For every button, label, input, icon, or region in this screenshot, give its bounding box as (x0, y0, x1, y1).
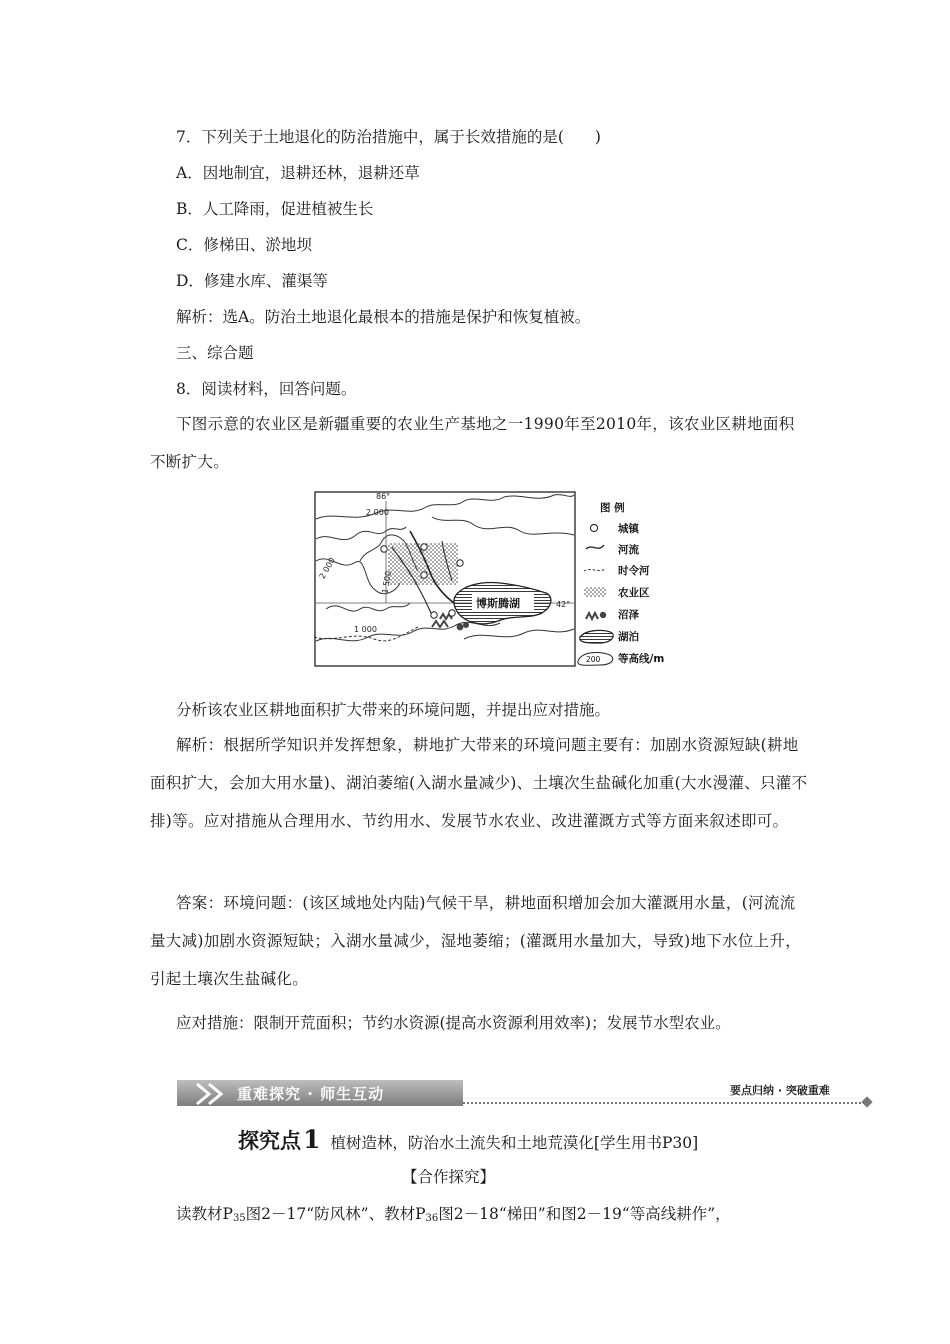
q8-analysis: 解析：根据所学知识并发挥想象，耕地扩大带来的环境问题主要有：加剧水资源短缺(耕地面积扩大，会加大用水量)、湖泊萎缩(入湖水量减少)、土壤次生盐碱化加重(大水漫灌、只灌不排)等。应对措施从合理用水、节约用水、发展节水农业、改进灌溉方式等方面来叙述即可。 (150, 736, 808, 830)
legend-contour-sample: 200 (586, 655, 601, 664)
q8-answer: 答案：环境问题：(该区域地处内陆)气候干旱，耕地面积增加会加大灌溉用水量，(河流流量大减)加剧水资源短缺；入湖水量减少，湿地萎缩；(灌溉用水量加大，导致)地下水位上升，引起土壤次生盐碱化。 (150, 894, 802, 988)
section-3-heading: 三、综合题 (176, 344, 254, 362)
town-circle-icon (457, 560, 463, 566)
contour-label: 1 000 (354, 625, 377, 634)
explore-point-heading (238, 1125, 698, 1155)
inquiry-reading-line: 读教材$P_{35}$图2－17“防风林”、教材$P_{36}$图2－18“梯田”和图2－19“等高线耕作”， (176, 1205, 731, 1224)
legend-label-river: 河流 (618, 544, 639, 556)
legend-label-seasonal-river: 时令河 (618, 565, 650, 577)
explore-title: 植树造林，防治水土流失和土地荒漠化[学生用书P30] (330, 1134, 699, 1152)
q8-material: 下图示意的农业区是新疆重要的农业生产基地之一1990年至2010年，该农业区耕地面积不断扩大。 (150, 415, 795, 471)
q7-option-a: A．因地制宜，退耕还林，退耕还草 (176, 164, 420, 182)
q7-analysis: 解析：选A。防治土地退化最根本的措施是保护和恢复植被。 (176, 308, 591, 326)
legend-title: 图 例 (600, 502, 625, 514)
q8-stem: 8．阅读材料，回答问题。 (176, 380, 357, 398)
banner-dotted-line (463, 1102, 869, 1104)
section-banner (177, 1078, 877, 1110)
contour-label: 1 500 (380, 570, 394, 595)
agricultural-region-map (314, 491, 686, 667)
marsh-icon (586, 613, 605, 619)
legend-label-town: 城镇 (618, 523, 639, 535)
lake-label: 博斯腾湖 (476, 597, 520, 610)
legend-label-contour: 等高线/m (618, 653, 665, 665)
town-circle-icon (449, 610, 455, 616)
legend-label-agri: 农业区 (618, 587, 650, 599)
diamond-icon (861, 1096, 872, 1107)
contour-label: 2 000 (317, 556, 337, 581)
banner-right-text: 要点归纳 · 突破重难 (730, 1084, 830, 1097)
explore-label: 探究点 (238, 1129, 301, 1153)
explore-number: 1 (303, 1125, 321, 1154)
lake-icon (580, 630, 614, 643)
q7-option-b: B．人工降雨，促进植被生长 (176, 200, 374, 218)
longitude-label: 86° (376, 492, 391, 501)
map-legend (578, 501, 665, 665)
town-circle-icon (381, 546, 387, 552)
double-chevron-icon (195, 1082, 233, 1106)
q7-option-c: C．修梯田、淤地坝 (176, 236, 312, 254)
legend-label-lake: 湖泊 (618, 631, 639, 643)
town-circle-icon (431, 612, 437, 618)
q7-option-d: D．修建水库、灌渠等 (176, 272, 328, 290)
town-circle-icon (421, 544, 427, 550)
q8-question: 分析该农业区耕地面积扩大带来的环境问题，并提出应对措施。 (176, 701, 611, 719)
q7-stem: 7．下列关于土地退化的防治措施中，属于长效措施的是( ) (176, 128, 601, 146)
seasonal-river-icon (584, 569, 606, 571)
cooperative-inquiry-heading: 【合作探究】 (402, 1168, 496, 1186)
river-icon (586, 545, 604, 549)
contour-label: 2 000 (366, 508, 389, 517)
latitude-label: 42° (556, 600, 571, 609)
town-circle-icon (421, 572, 427, 578)
legend-label-marsh: 沼泽 (618, 609, 639, 621)
town-circle-icon (590, 524, 597, 531)
q8-measures: 应对措施：限制开荒面积；节约水资源(提高水资源利用效率)；发展节水型农业。 (176, 1014, 731, 1032)
banner-title: 重难探究 · 师生互动 (237, 1085, 385, 1103)
agri-area-icon (584, 587, 606, 597)
